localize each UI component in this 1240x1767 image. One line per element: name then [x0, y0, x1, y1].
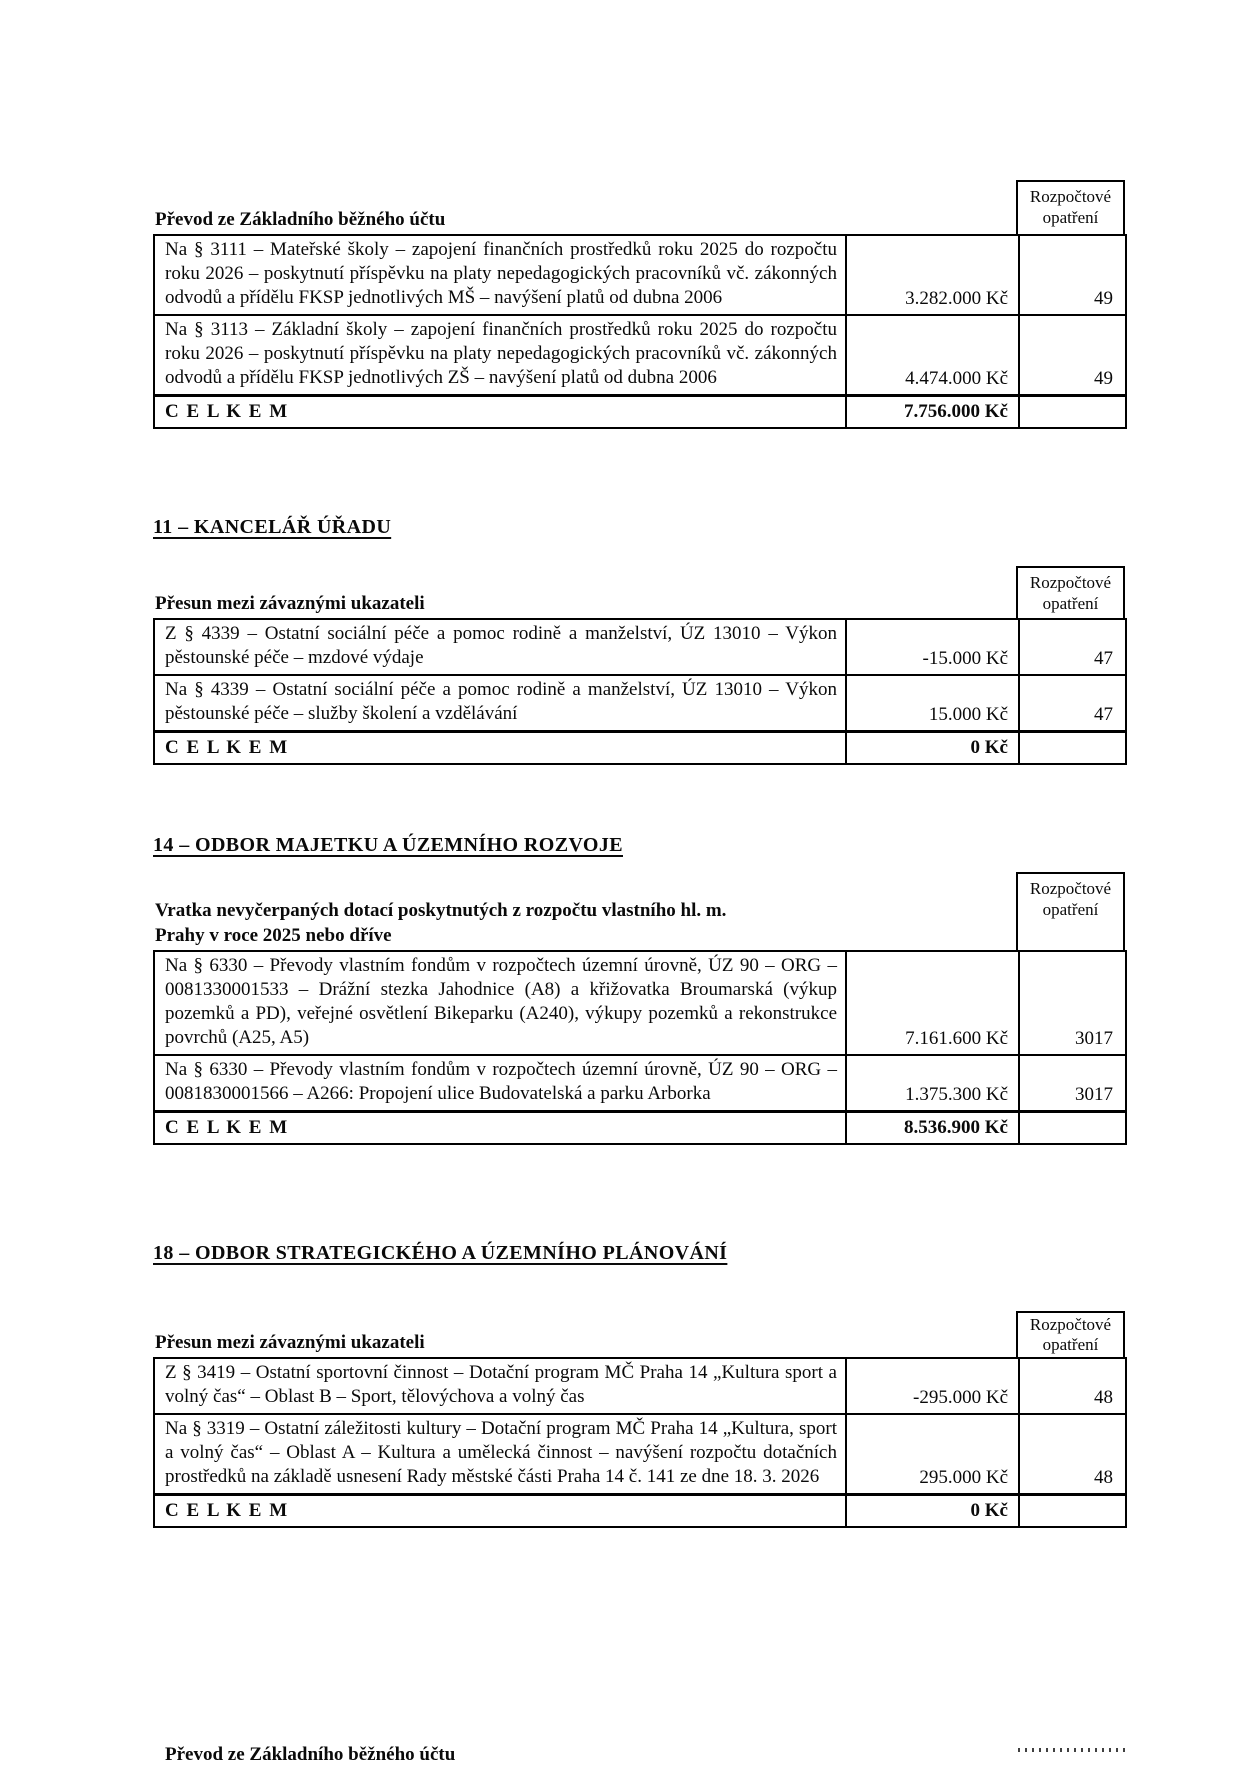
total-label: C E L K E M	[154, 1112, 846, 1145]
total-row	[154, 396, 1126, 429]
row-description: Na § 6330 – Převody vlastním fondům v rozpočtech územní úrovně, ÚZ 90 – ORG – 0081330001533 – Drážní stezka Jahodnice (A8) a křižovatka Broumarská (výkup pozemků a PD), veřejné osvětlení Bikeparku (A240), výkupy pozemků a rekonstrukce povrchů (A25, A5)	[154, 951, 846, 1055]
table-row	[154, 235, 1126, 315]
row-description: Na § 6330 – Převody vlastním fondům v rozpočtech územní úrovně, ÚZ 90 – ORG – 0081830001566 – A266: Propojení ulice Budovatelská a parku Arborka	[154, 1055, 846, 1112]
table-row	[154, 619, 1126, 675]
section-prevod-zbu	[153, 180, 1125, 429]
op-column-header: Rozpočtové opatření	[1016, 180, 1125, 234]
table-row	[154, 1358, 1126, 1414]
total-row	[154, 1112, 1126, 1145]
table-title-line: Přesun mezi závaznými ukazateli	[155, 593, 425, 614]
table-row	[154, 315, 1126, 396]
budget-table	[153, 950, 1127, 1145]
budget-table	[153, 234, 1127, 429]
total-amount: 0 Kč	[846, 732, 1019, 765]
table-header-row	[153, 180, 1125, 234]
row-description: Z § 4339 – Ostatní sociální péče a pomoc rodině a manželství, ÚZ 13010 – Výkon pěstounské péče – mzdové výdaje	[154, 619, 846, 675]
table-title-line: Prahy v roce 2025 nebo dříve	[155, 925, 392, 946]
table-title-line: Vratka nevyčerpaných dotací poskytnutých z rozpočtu vlastního hl. m.	[155, 900, 727, 921]
row-description: Na § 3111 – Mateřské školy – zapojení finančních prostředků roku 2025 do rozpočtu roku 2026 – poskytnutí příspěvku na platy nepedagogických pracovníků vč. zákonných odvodů a přídělu FKSP jednotlivých MŠ – navýšení platů od dubna 2006	[154, 235, 846, 315]
total-label: C E L K E M	[154, 396, 846, 429]
section-odbor-majetku	[153, 832, 1125, 1145]
row-op-number: 3017	[1019, 1055, 1126, 1112]
scan-artifact-marks	[1018, 1748, 1130, 1752]
total-op-empty	[1019, 396, 1126, 429]
row-amount: -295.000 Kč	[846, 1358, 1019, 1414]
total-amount: 8.536.900 Kč	[846, 1112, 1019, 1145]
op-column-header: Rozpočtové opatření	[1016, 1311, 1125, 1357]
row-amount: 295.000 Kč	[846, 1414, 1019, 1495]
total-op-empty	[1019, 732, 1126, 765]
row-description: Na § 3319 – Ostatní záležitosti kultury – Dotační program MČ Praha 14 „Kultura, sport a volný čas“ – Oblast A – Kultura a umělecká činnost – navýšení rozpočtu dotačních prostředků na základě usnesení Rady městské části Praha 14 č. 141 ze dne 18. 3. 2026	[154, 1414, 846, 1495]
row-op-number: 48	[1019, 1414, 1126, 1495]
row-amount: 7.161.600 Kč	[846, 951, 1019, 1055]
total-op-empty	[1019, 1112, 1126, 1145]
total-amount: 7.756.000 Kč	[846, 396, 1019, 429]
total-label: C E L K E M	[154, 732, 846, 765]
total-label: C E L K E M	[154, 1495, 846, 1528]
row-op-number: 47	[1019, 675, 1126, 732]
row-description: Z § 3419 – Ostatní sportovní činnost – Dotační program MČ Praha 14 „Kultura sport a volný čas“ – Oblast B – Sport, tělovýchova a volný čas	[154, 1358, 846, 1414]
row-op-number: 3017	[1019, 951, 1126, 1055]
budget-table	[153, 618, 1127, 765]
table-header-row	[153, 566, 1125, 618]
table-title	[153, 591, 425, 616]
total-amount: 0 Kč	[846, 1495, 1019, 1528]
row-amount: 3.282.000 Kč	[846, 235, 1019, 315]
table-row	[154, 951, 1126, 1055]
table-row	[154, 675, 1126, 732]
table-title	[153, 898, 726, 948]
section-heading: 14 – ODBOR MAJETKU A ÚZEMNÍHO ROZVOJE	[153, 834, 623, 856]
section-kancelar-uradu	[153, 514, 1125, 765]
page-bottom-clipped-text: Převod ze Základního běžného účtu	[165, 1744, 456, 1765]
row-amount: 4.474.000 Kč	[846, 315, 1019, 396]
table-row	[154, 1055, 1126, 1112]
row-op-number: 47	[1019, 619, 1126, 675]
total-row	[154, 732, 1126, 765]
op-column-header: Rozpočtové opatření	[1016, 566, 1125, 618]
section-heading: 11 – KANCELÁŘ ÚŘADU	[153, 516, 392, 538]
row-op-number: 49	[1019, 315, 1126, 396]
total-row	[154, 1495, 1126, 1528]
row-op-number: 49	[1019, 235, 1126, 315]
table-row	[154, 1414, 1126, 1495]
table-header-row	[153, 872, 1125, 950]
row-amount: -15.000 Kč	[846, 619, 1019, 675]
table-title	[153, 207, 445, 232]
row-description: Na § 3113 – Základní školy – zapojení finančních prostředků roku 2025 do rozpočtu roku 2026 – poskytnutí příspěvku na platy nepedagogických pracovníků vč. zákonných odvodů a přídělu FKSP jednotlivých ZŠ – navýšení platů od dubna 2006	[154, 315, 846, 396]
budget-table	[153, 1357, 1127, 1528]
row-description: Na § 4339 – Ostatní sociální péče a pomoc rodině a manželství, ÚZ 13010 – Výkon pěstounské péče – služby školení a vzdělávání	[154, 675, 846, 732]
table-title-line: Převod ze Základního běžného účtu	[155, 209, 446, 230]
table-title-line: Přesun mezi závaznými ukazateli	[155, 1332, 425, 1353]
section-odbor-strategickeho	[153, 1240, 1125, 1528]
table-title	[153, 1330, 425, 1355]
row-amount: 1.375.300 Kč	[846, 1055, 1019, 1112]
table-header-row	[153, 1311, 1125, 1357]
row-op-number: 48	[1019, 1358, 1126, 1414]
row-amount: 15.000 Kč	[846, 675, 1019, 732]
total-op-empty	[1019, 1495, 1126, 1528]
op-column-header: Rozpočtové opatření	[1016, 872, 1125, 950]
section-heading: 18 – ODBOR STRATEGICKÉHO A ÚZEMNÍHO PLÁNOVÁNÍ	[153, 1242, 728, 1264]
